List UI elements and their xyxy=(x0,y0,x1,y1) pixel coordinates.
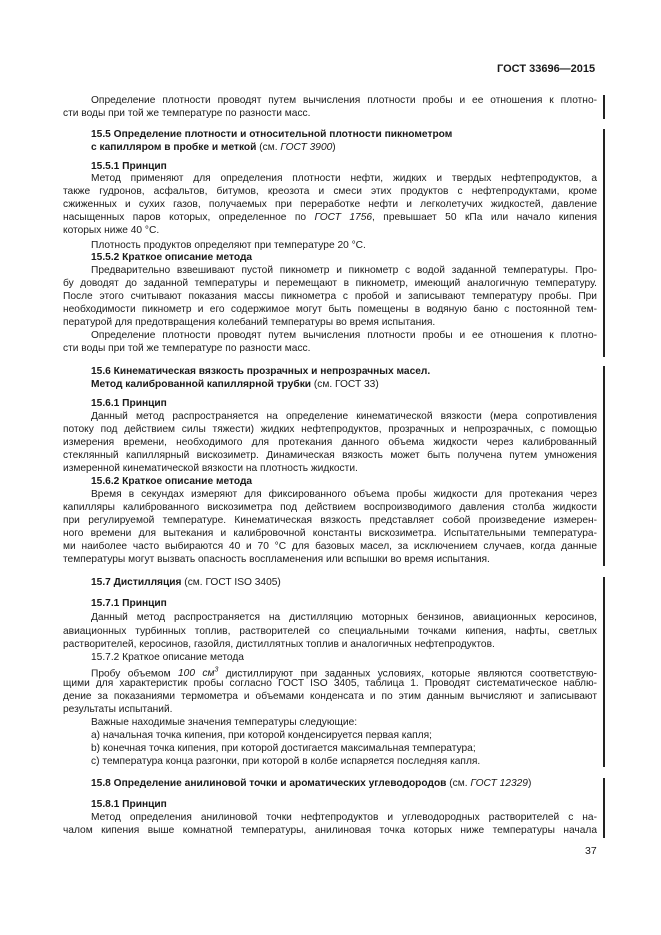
section-heading-line: 15.5.2 Краткое описание метода xyxy=(91,252,253,263)
text-line: при регулируемой температуре. Кинематическая вязкость представляет собой произведение измерен- xyxy=(63,515,597,526)
revision-bar xyxy=(603,129,605,357)
text-line: необходимости пикнометр и его содержимое могут быть помещены в водяную баню с постоянной тем- xyxy=(63,304,597,315)
standard-reference: ГОСТ 1756 xyxy=(314,212,373,223)
text-line: насыщенных паров которых, определенное по ГОСТ 1756, превышает 50 кПа или начало кипения xyxy=(63,212,597,223)
text-line: дение за показаниями термометра и объемами конденсата и по этим данным вычисляют и записывают xyxy=(63,691,597,702)
text-line: Пробу объемом 100 $см^3$ дистиллируют при заданных условиях, которые являются соответствую- xyxy=(91,667,598,680)
section-heading-line: 15.8.1 Принцип xyxy=(91,799,167,810)
text-line: капилляры калиброванного вискозиметра под действием воспроизводимого давления столба жидкости xyxy=(63,502,597,513)
volume-value: 100 $см^3$ xyxy=(177,667,219,680)
text-line: потоку под действием силы тяжести) жидких нефтепродуктов, прозрачных и непрозрачных, с помощью xyxy=(63,424,597,435)
text-line: сжиженных и сухих газов, получаемых при переработке нефти и легколетучих жидкостей, давление xyxy=(63,199,597,210)
text-line: ного времени для вытекания и калибровочной константы вискозиметра. Испытательными температура- xyxy=(63,528,597,539)
section-heading-line: 15.5.1 Принцип xyxy=(91,161,167,172)
standard-reference: ГОСТ 12329 xyxy=(470,778,528,789)
section-heading-line: 15.5 Определение плотности и относительной плотности пикнометром xyxy=(91,129,453,140)
text-line: сти воды при той же температуре по разности масс. xyxy=(63,108,311,119)
text-line: бу доводят до заданной температуры и перемещают в пикнометр, имеющий аналогичную температуру. xyxy=(63,278,597,289)
text-line: измерения времени, необходимого для протекания данного объема жидкости через калиброванный xyxy=(63,437,597,448)
text-line: авиационных турбинных топлив, растворителей со специальными точками кипения, нафты, светлых xyxy=(63,626,597,637)
text-line: чалом кипения выше комнатной температуры, анилиновая точка которых ниже температуры начала xyxy=(63,825,597,836)
page-number: 37 xyxy=(585,845,597,857)
text-line: измеренной кинематической вязкости на плотность жидкости. xyxy=(63,463,358,474)
text-line: Время в секундах измеряют для фиксированного объема пробы жидкости для протекания через xyxy=(91,489,597,500)
text-line: b) конечная точка кипения, при которой достигается максимальная температура; xyxy=(91,743,476,754)
text-line: Плотность продуктов определяют при температуре 20 °С. xyxy=(91,240,366,251)
text-line: пературой для предотвращения колебаний температуры во время испытания. xyxy=(63,317,436,328)
text-line: с) температура конца разгонки, при которой в колбе испаряется последняя капля. xyxy=(91,756,481,767)
standard-reference: ГОСТ 3900 xyxy=(280,142,333,153)
text-line: Метод определения анилиновой точки нефтепродуктов и углеводородных растворителей с на- xyxy=(91,812,597,823)
standard-number: ГОСТ 33696—2015 xyxy=(497,63,596,75)
revision-bar xyxy=(603,366,605,566)
revision-bar xyxy=(603,95,605,119)
text-line: Данный метод распространяется на определение кинематической вязкости (мера сопротивления xyxy=(91,411,597,422)
section-heading-line: Метод калиброванной капиллярной трубки (см. ГОСТ 33) xyxy=(91,379,379,390)
text-line: щими для характеристик пробы согласно ГОСТ ISO 3405, таблица 1. Проводят систематическое наблю- xyxy=(63,678,597,689)
section-heading-line: 15.6.1 Принцип xyxy=(91,398,167,409)
text-line: Важные находимые значения температуры следующие: xyxy=(91,717,358,728)
text-line: Определение плотности проводят путем вычисления плотности пробы и ее отношения к плотно- xyxy=(91,330,597,341)
text-line: результаты испытаний. xyxy=(63,704,173,715)
text-line: Данный метод распространяется на дистилляцию моторных бензинов, авиационных керосинов, xyxy=(91,612,597,623)
text-line: а) начальная точка кипения, при которой конденсируется первая капля; xyxy=(91,730,432,741)
revision-bar xyxy=(603,778,605,838)
text-line: температуры могут вызвать опасность воспламенения или вспышки во время испытания. xyxy=(63,554,490,565)
text-line: растворителей, керосинов, газойля, дистиллятных топлив и аналогичных нефтепродуктов. xyxy=(63,639,495,650)
section-heading-line: 15.7 Дистилляция (см. ГОСТ ISO 3405) xyxy=(91,577,281,588)
text-line: Метод применяют для определения плотности нефти, жидких и твердых нефтепродуктов, а xyxy=(91,173,597,184)
text-line: которых ниже 40 °С. xyxy=(63,225,160,236)
text-line: 15.7.2 Краткое описание метода xyxy=(91,652,244,663)
section-heading-line: 15.6 Кинематическая вязкость прозрачных и непрозрачных масел. xyxy=(91,366,431,377)
text-line: сти воды при той же температуре по разности масс. xyxy=(63,343,311,354)
text-line: Предварительно взвешивают пустой пикнометр и пикнометр с водой заданной температуры. Про- xyxy=(91,265,597,276)
section-heading-line: с капилляром в пробке и меткой (см. ГОСТ 3900) xyxy=(91,142,336,153)
section-heading-line: 15.8 Определение анилиновой точки и ароматических углеводородов (см. ГОСТ 12329) xyxy=(91,778,532,789)
section-heading-line: 15.6.2 Краткое описание метода xyxy=(91,476,253,487)
text-line: Определение плотности проводят путем вычисления плотности пробы и ее отношения к плотно- xyxy=(91,95,597,106)
section-heading-line: 15.7.1 Принцип xyxy=(91,598,167,609)
text-line: также гудронов, асфальтов, битумов, креозота и смеси этих продуктов с нефтепродуктами, кроме xyxy=(63,186,597,197)
revision-bar xyxy=(603,577,605,767)
text-line: ми наиболее часто выбираются 40 и 70 °С для базовых масел, за исключением случаев, когда данные xyxy=(63,541,597,552)
text-line: стеклянный капиллярный вискозиметр. Динамическая вязкость может быть получена путем умножения xyxy=(63,450,597,461)
text-line: После этого считывают показания массы пикнометра с пробой и записывают температуру пробы. При xyxy=(63,291,597,302)
